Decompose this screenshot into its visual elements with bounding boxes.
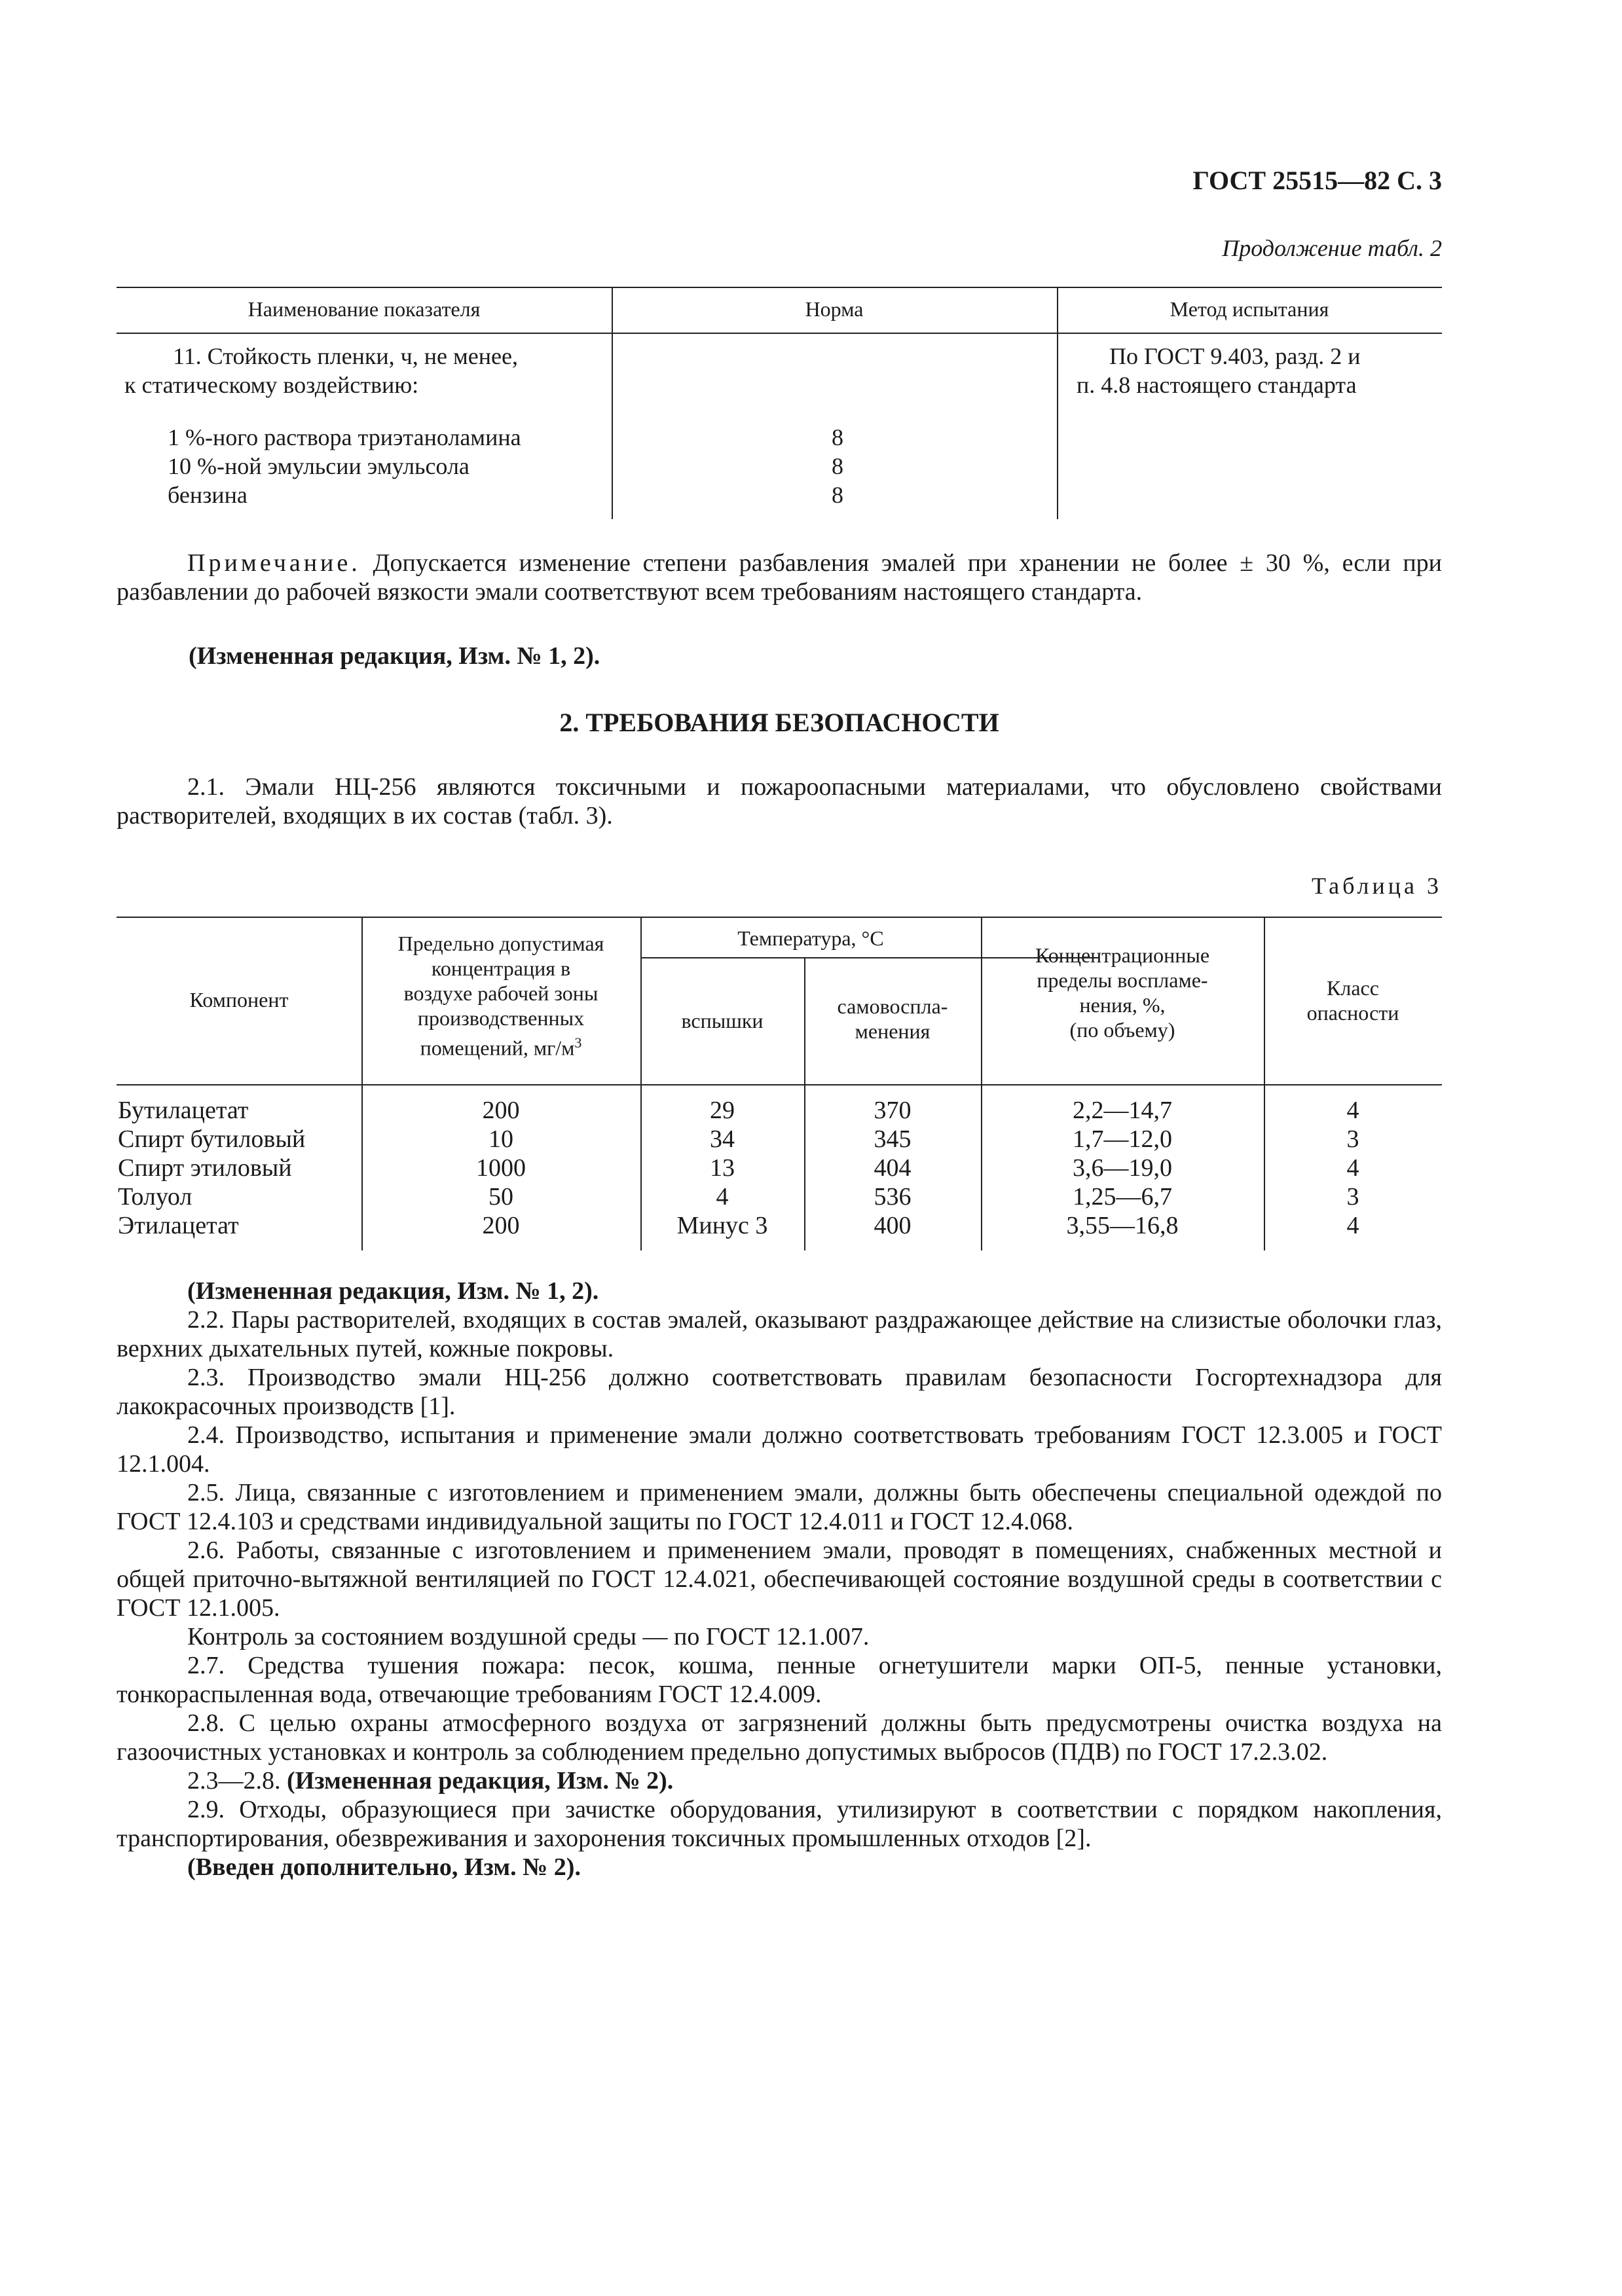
table-header-rule [117, 333, 1442, 334]
table-cell-autoignition: 370 [874, 1097, 912, 1124]
row-title: к статическому воздействию: [124, 372, 419, 398]
header-mac-line: Предельно допустимая [397, 932, 604, 955]
paragraph-2-2: 2.2. Пары растворителей, входящих в состав эмалей, оказывают раздражающее действие на слизистые оболочки глаз, верхних дыхательных путей, кожные покровы. [117, 1306, 1442, 1362]
paragraph-2-3: 2.3. Производство эмали НЦ-256 должно соответствовать правилам безопасности Госгортехнадзора для лакокрасочных производств [1]. [117, 1364, 1442, 1420]
header-class [1264, 975, 1442, 1025]
header-mac-line: концентрация в [431, 957, 571, 980]
table-row-norm: 8 [832, 453, 843, 479]
table-3-label: Таблица 3 [1312, 873, 1442, 899]
header-auto-line: самовоспла- [837, 994, 948, 1018]
header-autoignition [804, 994, 981, 1044]
table-cell-flash: Минус 3 [676, 1212, 768, 1239]
paragraph-2-1: 2.1. Эмали НЦ-256 являются токсичными и пожароопасными материалами, что обусловлено свойствами растворителей, входящих в их состав (табл. 3). [117, 773, 1442, 829]
table-cell-autoignition: 404 [874, 1154, 912, 1182]
table-cell-component: Спирт бутиловый [118, 1125, 306, 1153]
table-cell-mac: 10 [488, 1125, 513, 1153]
table-cell-flash: 29 [710, 1097, 735, 1124]
table-cell-class: 4 [1346, 1097, 1359, 1124]
note-label: Примечание. [187, 549, 361, 577]
table-cell-autoignition: 400 [874, 1212, 912, 1239]
header-mac-unit: помещений, мг/м [420, 1036, 575, 1060]
table-cell-concentration: 3,55—16,8 [1066, 1212, 1179, 1239]
table-cell-concentration: 1,25—6,7 [1073, 1183, 1172, 1211]
header-conc-line: Концентрационные [1035, 943, 1210, 967]
paragraph-2-4: 2.4. Производство, испытания и применение эмали должно соответствовать требованиям ГОСТ 12.3.005 и ГОСТ 12.1.004. [117, 1421, 1442, 1478]
table-cell-component: Спирт этиловый [118, 1154, 292, 1182]
table-cell-mac: 50 [488, 1183, 513, 1211]
document-header: ГОСТ 25515—82 С. 3 [1192, 166, 1442, 195]
table-cell-autoignition: 345 [874, 1125, 912, 1153]
table-cell-mac: 1000 [476, 1154, 526, 1182]
method-text: По ГОСТ 9.403, разд. 2 и [1109, 343, 1361, 369]
column-header-name: Наименование показателя [248, 297, 481, 321]
table-2-continuation [117, 287, 1442, 519]
table-cell-mac: 200 [482, 1097, 520, 1124]
table-row-name: бензина [168, 482, 248, 508]
table-cell-component: Толуол [118, 1183, 193, 1211]
method-text: п. 4.8 настоящего стандарта [1077, 372, 1357, 398]
section-title: 2. ТРЕБОВАНИЯ БЕЗОПАСНОСТИ [559, 708, 999, 737]
revision-note: (Измененная редакция, Изм. № 1, 2). [187, 1277, 599, 1305]
table-cell-flash: 34 [710, 1125, 735, 1153]
table-row-name: 10 %-ной эмульсии эмульсола [168, 453, 470, 479]
revision-note: (Измененная редакция, Изм. № 2). [287, 1767, 674, 1795]
paragraph-2-8: 2.8. С целью охраны атмосферного воздуха от загрязнений должны быть предусмотрены очистка воздуха на газоочистных установках и контроль за соблюдением предельно допустимых выбросов (ПДВ) по ГОСТ 17.2.3.02. [117, 1709, 1442, 1766]
paragraph-2-5: 2.5. Лица, связанные с изготовлением и применением эмали, должны быть обеспечены специальной одеждой по ГОСТ 12.4.103 и средствами индивидуальной защиты по ГОСТ 12.4.011 и ГОСТ 12.4.068. [117, 1479, 1442, 1535]
row-title: 11. Стойкость пленки, ч, не менее, [173, 343, 518, 369]
table-3 [117, 917, 1442, 1250]
table-cell-class: 4 [1346, 1154, 1359, 1182]
column-header-method: Метод испытания [1170, 297, 1329, 321]
header-auto-line: менения [855, 1019, 931, 1043]
table-cell-class: 3 [1346, 1125, 1359, 1153]
header-mac-line [361, 1030, 640, 1061]
header-temperature: Температура, °С [737, 926, 884, 950]
header-conc-line: пределы воспламе- [1037, 968, 1208, 992]
header-mac-line: воздухе рабочей зоны [403, 981, 599, 1005]
paragraph-2-3-2-8 [117, 1766, 1442, 1795]
table-cell-concentration: 1,7—12,0 [1073, 1125, 1172, 1153]
table-cell-class: 4 [1346, 1212, 1359, 1239]
safety-requirements-body [117, 1277, 1442, 1882]
table-cell-flash: 13 [710, 1154, 735, 1182]
header-concentration [981, 943, 1264, 1042]
table-header-rule [117, 1084, 1442, 1085]
table-cell-component: Этилацетат [118, 1212, 239, 1239]
table-cell-concentration: 2,2—14,7 [1073, 1097, 1172, 1124]
revision-note: (Введен дополнительно, Изм. № 2). [187, 1853, 581, 1881]
column-divider [612, 287, 613, 519]
paragraph-2-7: 2.7. Средства тушения пожара: песок, кошма, пенные огнетушители марки ОП-5, пенные установки, тонкораспыленная вода, отвечающие требованиям ГОСТ 12.4.009. [117, 1652, 1442, 1708]
table-cell-mac: 200 [482, 1212, 520, 1239]
header-mac-line: производственных [417, 1006, 585, 1030]
note-text: Допускается изменение степени разбавления эмалей при хранении не более ± 30 %, если при разбавлении до рабочей вязкости эмали соответствуют всем требованиям настоящего стандарта. [117, 549, 1442, 606]
table-row-name: 1 %-ного раствора триэтаноламина [168, 424, 521, 450]
paragraph-control: Контроль за состоянием воздушной среды — по ГОСТ 12.1.007. [187, 1623, 870, 1650]
table-row-norm: 8 [832, 482, 843, 508]
header-class-line: Класс [1327, 976, 1379, 1000]
header-class-line: опасности [1306, 1001, 1399, 1025]
table-top-rule [117, 917, 1442, 918]
table-continuation-label: Продолжение табл. 2 [1222, 235, 1442, 261]
header-mac [361, 931, 640, 1061]
header-component: Компонент [189, 988, 289, 1011]
paragraph-2-9: 2.9. Отходы, образующиеся при зачистке оборудования, утилизируют в соответствии с порядком накопления, транспортирования, обезвреживания и захоронения токсичных промышленных отходов [2]. [117, 1796, 1442, 1852]
table-cell-class: 3 [1346, 1183, 1359, 1211]
table-cell-autoignition: 536 [874, 1183, 912, 1211]
header-mac-sup: 3 [574, 1034, 582, 1051]
header-flash: вспышки [681, 1009, 764, 1032]
table-cell-flash: 4 [716, 1183, 729, 1211]
table-row-norm: 8 [832, 424, 843, 450]
column-divider [1057, 287, 1058, 519]
header-conc-line: нения, %, [1079, 993, 1166, 1017]
table-cell-component: Бутилацетат [118, 1097, 249, 1124]
table-top-rule [117, 287, 1442, 288]
revision-note: (Измененная редакция, Изм. № 1, 2). [189, 642, 600, 670]
note-paragraph [117, 549, 1442, 606]
column-header-norm: Норма [805, 297, 864, 321]
table-cell-concentration: 3,6—19,0 [1073, 1154, 1172, 1182]
header-conc-line: (по объему) [1069, 1018, 1175, 1042]
paragraph-2-6: 2.6. Работы, связанные с изготовлением и применением эмали, проводят в помещениях, снабженных местной и общей приточно-вытяжной вентиляцией по ГОСТ 12.4.021, обеспечивающей состояние воздушной среды в соответствии с ГОСТ 12.1.005. [117, 1537, 1442, 1622]
paragraph-ref: 2.3—2.8. [187, 1767, 287, 1795]
